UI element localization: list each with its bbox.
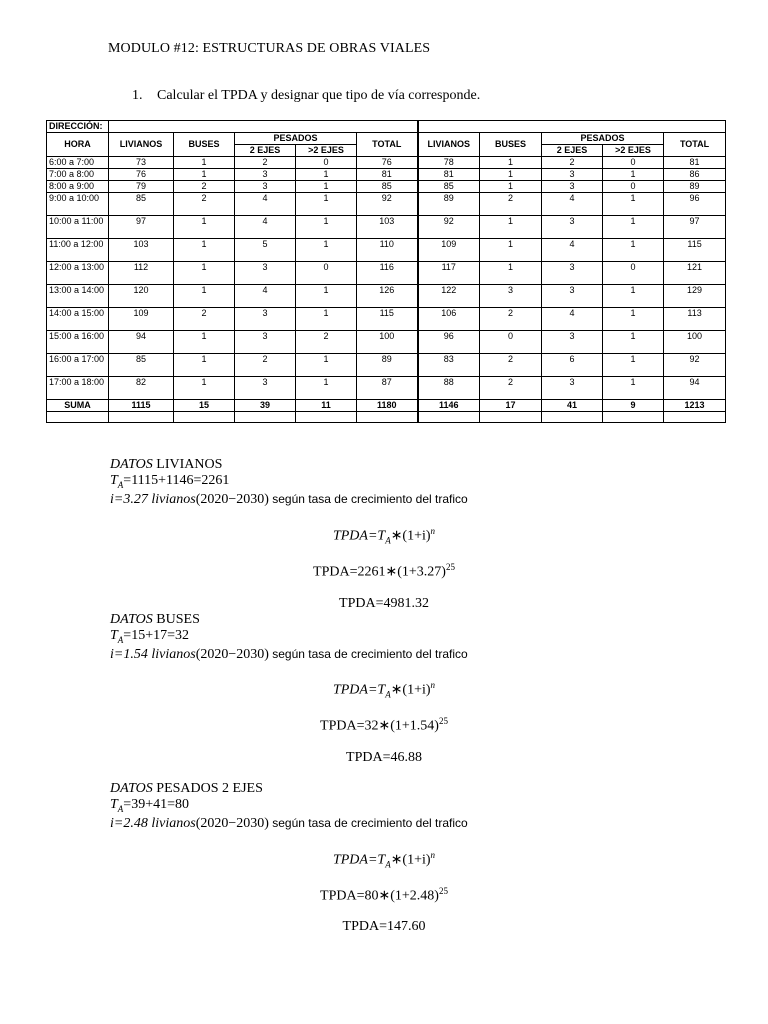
livianos-cell-b: 89 [418,193,480,216]
buses-cell-b: 1 [480,216,542,239]
mas2ejes-cell-a: 1 [296,169,357,181]
header-total-b: TOTAL [664,133,726,157]
mas2ejes-cell-b: 1 [603,285,664,308]
total-cell-b: 129 [664,285,726,308]
pesados-i-line [110,815,468,832]
table-row [47,308,726,331]
livianos-cell-a: 94 [109,331,174,354]
table-row [47,262,726,285]
hora-cell: 14:00 a 15:00 [47,308,109,331]
mas2ejes-cell-a: 1 [296,354,357,377]
2ejes-cell-a: 2 [235,157,296,169]
2ejes-cell-b: 3 [542,331,603,354]
livianos-formula-a: A [385,535,391,546]
header-total-a: TOTAL [357,133,418,157]
2ejes-cell-b: 2 [542,157,603,169]
livianos-ta-value: =1115+1146=2261 [123,473,230,488]
total-cell-a: 110 [357,239,418,262]
total-cell-a: 81 [357,169,418,181]
buses-cell-b: 2 [480,308,542,331]
2ejes-cell-b: 6 [542,354,603,377]
header-hora: HORA [47,133,109,157]
direction-label: DIRECCIÓN: [47,121,109,133]
hora-cell: 11:00 a 12:00 [47,239,109,262]
suma-mas2ejes-b: 9 [603,400,664,412]
header-row-1 [47,133,726,145]
suma-2ejes-b: 41 [542,400,603,412]
buses-cell-b: 2 [480,377,542,400]
livianos-substitution [0,562,768,581]
blank-cell [357,412,418,423]
hora-cell: 7:00 a 8:00 [47,169,109,181]
pesados-i-tail: según tasa de crecimiento del trafico [268,816,468,830]
2ejes-cell-b: 4 [542,308,603,331]
task-text: Calcular el TPDA y designar que tipo de vía corresponde. [157,88,481,103]
table-row [47,239,726,262]
hora-cell: 10:00 a 11:00 [47,216,109,239]
total-cell-b: 113 [664,308,726,331]
livianos-cell-b: 78 [418,157,480,169]
total-cell-b: 115 [664,239,726,262]
hora-cell: 12:00 a 13:00 [47,262,109,285]
buses-formula [0,680,768,699]
2ejes-cell-a: 2 [235,354,296,377]
total-cell-a: 76 [357,157,418,169]
suma-buses-a: 15 [174,400,235,412]
livianos-cell-b: 88 [418,377,480,400]
total-cell-b: 100 [664,331,726,354]
2ejes-cell-b: 3 [542,169,603,181]
pesados-substitution [0,886,768,905]
total-cell-a: 126 [357,285,418,308]
mas2ejes-cell-a: 1 [296,377,357,400]
table-row [47,157,726,169]
livianos-cell-b: 83 [418,354,480,377]
livianos-a-subscript: A [117,479,124,490]
pesados-heading-rest: PESADOS 2 EJES [152,781,263,796]
direction-row [47,121,726,133]
total-cell-b: 97 [664,216,726,239]
pesados-formula [0,850,768,869]
buses-t-symbol: T [110,628,118,643]
header-buses-a: BUSES [174,133,235,157]
pesados-i-word: livianos [147,816,196,831]
total-cell-a: 89 [357,354,418,377]
2ejes-cell-a: 3 [235,331,296,354]
table-row [47,331,726,354]
total-cell-a: 85 [357,181,418,193]
total-cell-a: 92 [357,193,418,216]
buses-heading [110,612,200,628]
2ejes-cell-a: 4 [235,216,296,239]
suma-buses-b: 17 [480,400,542,412]
direction-value-a [109,121,418,133]
header-pesados-b: PESADOS [542,133,664,145]
2ejes-cell-b: 3 [542,181,603,193]
hora-cell: 13:00 a 14:00 [47,285,109,308]
livianos-result: TPDA=4981.32 [339,596,429,611]
mas2ejes-cell-b: 0 [603,157,664,169]
hora-cell: 9:00 a 10:00 [47,193,109,216]
buses-cell-b: 2 [480,354,542,377]
pesados-formula-head: TPDA=T [332,852,386,868]
livianos-formula [0,526,768,545]
buses-formula-head: TPDA=T [332,682,386,698]
hora-cell: 17:00 a 18:00 [47,377,109,400]
pesados-formula-exp: n [430,850,436,860]
buses-cell-b: 3 [480,285,542,308]
header-2ejes-b: 2 EJES [542,145,603,157]
livianos-cell-a: 73 [109,157,174,169]
suma-2ejes-a: 39 [235,400,296,412]
mas2ejes-cell-b: 1 [603,216,664,239]
pesados-formula-tail: ∗(1+i) [390,852,431,868]
mas2ejes-cell-a: 1 [296,239,357,262]
table-row [47,193,726,216]
blank-cell [418,412,480,423]
buses-cell-b: 1 [480,169,542,181]
total-cell-a: 87 [357,377,418,400]
livianos-cell-a: 85 [109,193,174,216]
2ejes-cell-a: 5 [235,239,296,262]
direction-value-b [418,121,726,133]
2ejes-cell-a: 3 [235,169,296,181]
2ejes-cell-a: 3 [235,308,296,331]
total-cell-a: 100 [357,331,418,354]
2ejes-cell-b: 3 [542,377,603,400]
buses-cell-b: 1 [480,262,542,285]
suma-total-a: 1180 [357,400,418,412]
pesados-subst-text: TPDA=80∗(1+2.48) [320,888,439,904]
mas2ejes-cell-a: 1 [296,193,357,216]
table-row [47,285,726,308]
table-row [47,181,726,193]
blank-cell [109,412,174,423]
header-pesados-a: PESADOS [235,133,357,145]
livianos-cell-a: 120 [109,285,174,308]
buses-cell-a: 2 [174,181,235,193]
buses-formula-tail: ∗(1+i) [390,682,431,698]
table-row [47,169,726,181]
suma-livianos-b: 1146 [418,400,480,412]
mas2ejes-cell-a: 0 [296,157,357,169]
traffic-count-table [46,120,726,423]
document-title: MODULO #12: ESTRUCTURAS DE OBRAS VIALES [108,41,431,56]
livianos-formula-head: TPDA=T [332,528,386,544]
total-cell-b: 96 [664,193,726,216]
pesados-ta-line [110,797,189,817]
buses-cell-a: 1 [174,169,235,181]
2ejes-cell-a: 4 [235,193,296,216]
mas2ejes-cell-b: 1 [603,377,664,400]
buses-heading-rest: BUSES [152,612,200,627]
pesados-t-symbol: T [110,797,118,812]
blank-cell [542,412,603,423]
pesados-a-subscript: A [117,803,124,814]
total-cell-b: 94 [664,377,726,400]
buses-cell-a: 2 [174,193,235,216]
header-buses-b: BUSES [480,133,542,157]
livianos-cell-b: 96 [418,331,480,354]
blank-cell [47,412,109,423]
mas2ejes-cell-b: 0 [603,181,664,193]
livianos-heading [110,457,222,473]
total-cell-a: 103 [357,216,418,239]
suma-label: SUMA [47,400,109,412]
mas2ejes-cell-b: 0 [603,262,664,285]
livianos-cell-a: 76 [109,169,174,181]
header-livianos-a: LIVIANOS [109,133,174,157]
2ejes-cell-b: 4 [542,239,603,262]
pesados-ta-value: =39+41=80 [123,797,189,812]
pesados-result: TPDA=147.60 [342,919,426,934]
2ejes-cell-b: 4 [542,193,603,216]
buses-i-value: i=1.54 [110,647,148,662]
livianos-cell-a: 97 [109,216,174,239]
total-cell-a: 115 [357,308,418,331]
livianos-cell-a: 112 [109,262,174,285]
livianos-cell-a: 79 [109,181,174,193]
livianos-i-range: (2020−2030) [195,492,269,507]
buses-cell-b: 2 [480,193,542,216]
buses-subst-text: TPDA=32∗(1+1.54) [320,718,439,734]
blank-cell [480,412,542,423]
total-cell-b: 89 [664,181,726,193]
2ejes-cell-b: 3 [542,216,603,239]
pesados-formula-a: A [385,859,391,870]
header-livianos-b: LIVIANOS [418,133,480,157]
livianos-t-symbol: T [110,473,118,488]
livianos-cell-b: 92 [418,216,480,239]
mas2ejes-cell-a: 0 [296,262,357,285]
livianos-cell-a: 103 [109,239,174,262]
livianos-cell-a: 109 [109,308,174,331]
buses-i-word: livianos [147,647,196,662]
buses-cell-a: 1 [174,239,235,262]
buses-formula-a: A [385,689,391,700]
mas2ejes-cell-b: 1 [603,239,664,262]
buses-subst-exp: 25 [438,716,448,726]
total-cell-b: 92 [664,354,726,377]
buses-cell-b: 1 [480,181,542,193]
blank-cell [174,412,235,423]
buses-cell-b: 1 [480,239,542,262]
mas2ejes-cell-a: 1 [296,308,357,331]
buses-ta-value: =15+17=32 [123,628,189,643]
2ejes-cell-a: 3 [235,262,296,285]
livianos-subst-text: TPDA=2261∗(1+3.27) [313,564,446,580]
suma-mas2ejes-a: 11 [296,400,357,412]
buses-formula-exp: n [430,680,436,690]
livianos-cell-b: 109 [418,239,480,262]
buses-cell-a: 1 [174,354,235,377]
buses-cell-b: 1 [480,157,542,169]
task-item [132,88,480,104]
mas2ejes-cell-b: 1 [603,169,664,181]
suma-total-b: 1213 [664,400,726,412]
livianos-cell-a: 82 [109,377,174,400]
hora-cell: 15:00 a 16:00 [47,331,109,354]
table-row [47,354,726,377]
livianos-i-line [110,491,468,508]
livianos-cell-b: 117 [418,262,480,285]
buses-cell-a: 1 [174,377,235,400]
buses-i-range: (2020−2030) [195,647,269,662]
mas2ejes-cell-b: 1 [603,331,664,354]
buses-i-line [110,646,468,663]
livianos-heading-rest: LIVIANOS [152,457,223,472]
2ejes-cell-b: 3 [542,285,603,308]
buses-ta-line [110,628,189,648]
mas2ejes-cell-a: 2 [296,331,357,354]
livianos-formula-exp: n [430,526,436,536]
livianos-cell-b: 106 [418,308,480,331]
blank-cell [603,412,664,423]
pesados-i-range: (2020−2030) [195,816,269,831]
2ejes-cell-a: 4 [235,285,296,308]
blank-cell [235,412,296,423]
buses-cell-a: 1 [174,262,235,285]
pesados-heading-italic: DATOS [110,781,153,796]
buses-cell-b: 0 [480,331,542,354]
livianos-heading-italic: DATOS [110,457,153,472]
buses-substitution [0,716,768,735]
blank-cell [296,412,357,423]
mas2ejes-cell-b: 1 [603,354,664,377]
buses-i-tail: según tasa de crecimiento del trafico [268,647,468,661]
mas2ejes-cell-a: 1 [296,216,357,239]
buses-cell-a: 1 [174,216,235,239]
hora-cell: 8:00 a 9:00 [47,181,109,193]
total-cell-b: 121 [664,262,726,285]
suma-livianos-a: 1115 [109,400,174,412]
hora-cell: 16:00 a 17:00 [47,354,109,377]
livianos-cell-b: 85 [418,181,480,193]
buses-cell-a: 1 [174,157,235,169]
hora-cell: 6:00 a 7:00 [47,157,109,169]
livianos-i-word: livianos [147,492,196,507]
mas2ejes-cell-a: 1 [296,181,357,193]
buses-cell-a: 1 [174,285,235,308]
buses-a-subscript: A [117,634,124,645]
livianos-ta-line [110,473,229,493]
table-row [47,377,726,400]
suma-row [47,400,726,412]
header-mas2ejes-a: >2 EJES [296,145,357,157]
2ejes-cell-b: 3 [542,262,603,285]
header-mas2ejes-b: >2 EJES [603,145,664,157]
2ejes-cell-a: 3 [235,181,296,193]
livianos-cell-b: 81 [418,169,480,181]
mas2ejes-cell-a: 1 [296,285,357,308]
pesados-subst-exp: 25 [438,886,448,896]
2ejes-cell-a: 3 [235,377,296,400]
blank-cell [664,412,726,423]
mas2ejes-cell-b: 1 [603,308,664,331]
total-cell-a: 116 [357,262,418,285]
livianos-formula-tail: ∗(1+i) [390,528,431,544]
pesados-i-value: i=2.48 [110,816,148,831]
livianos-i-tail: según tasa de crecimiento del trafico [268,492,468,506]
blank-row [47,412,726,423]
mas2ejes-cell-b: 1 [603,193,664,216]
buses-result: TPDA=46.88 [346,750,422,765]
livianos-i-value: i=3.27 [110,492,148,507]
table-row [47,216,726,239]
task-number: 1. [132,88,143,103]
buses-heading-italic: DATOS [110,612,153,627]
livianos-subst-exp: 25 [445,562,455,572]
buses-cell-a: 1 [174,331,235,354]
total-cell-b: 86 [664,169,726,181]
header-2ejes-a: 2 EJES [235,145,296,157]
total-cell-b: 81 [664,157,726,169]
pesados-heading [110,781,263,797]
buses-cell-a: 2 [174,308,235,331]
livianos-cell-a: 85 [109,354,174,377]
livianos-cell-b: 122 [418,285,480,308]
